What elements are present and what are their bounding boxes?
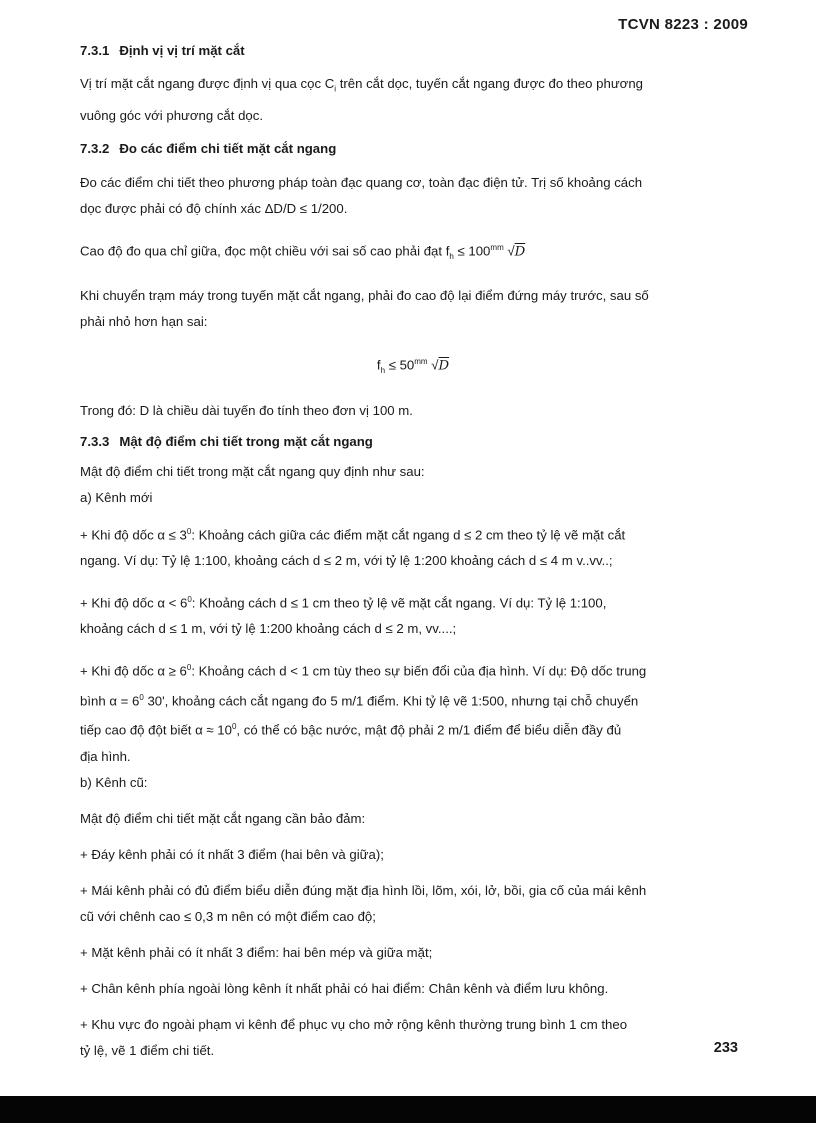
section-title: Mật độ điểm chi tiết trong mặt cắt ngang <box>119 433 373 449</box>
subscript: i <box>334 84 337 94</box>
superscript: 0 <box>186 526 192 536</box>
text: bình α = 6 <box>80 693 140 709</box>
text: , có thể có bậc nước, mật độ phải 2 m/1 điểm để biểu diễn đầy đủ <box>236 722 622 738</box>
text: + Khi độ dốc α ≤ 3 <box>80 527 187 543</box>
text: Đo các điểm chi tiết theo phương pháp toàn đạc quang cơ, toàn đạc điện tử. Trị số khoảng cách <box>80 174 643 190</box>
bullet-canal-bottom: + Đáy kênh phải có ít nhất 3 điểm (hai bên và giữa); <box>80 846 384 862</box>
superscript: 0 <box>186 663 192 673</box>
text: + Mái kênh phải có đủ điểm biểu diễn đúng mặt địa hình lồi, lõm, xói, lở, bồi, gia cố của mái kênh <box>80 882 647 898</box>
text: trên cắt dọc, tuyến cắt ngang được đo theo phương <box>336 76 643 91</box>
text: Vị trí mặt cắt ngang được định vị qua cọc C <box>80 76 335 91</box>
standard-code: TCVN 8223 : 2009 <box>618 16 748 33</box>
variable: D <box>514 244 526 260</box>
text: + Khi độ dốc α ≥ 6 <box>80 663 187 679</box>
text: tiếp cao độ đột biết α ≈ 10 <box>80 722 232 738</box>
subscript: h <box>380 365 386 375</box>
text: vuông góc với phương cắt dọc. <box>80 107 264 123</box>
paragraph-where: Trong đó: D là chiều dài tuyến đo tính theo đơn vị 100 m. <box>80 402 413 418</box>
section-number: 7.3.1 <box>80 43 110 58</box>
text: : Khoảng cách d < 1 cm tùy theo sự biến đổi của địa hình. Ví dụ: Độ dốc trung <box>191 663 647 679</box>
text: tỷ lệ, vẽ 1 điểm chi tiết. <box>80 1042 215 1058</box>
text: f <box>376 357 381 373</box>
list-label-old-canal: b) Kênh cũ: <box>80 774 148 790</box>
text: 30', khoảng cách cắt ngang đo 5 m/1 điểm. Khi tỷ lệ vẽ 1:500, nhưng tại chỗ chuyển <box>143 693 639 709</box>
text: ≤ 100 <box>453 243 491 259</box>
section-title: Định vị vị trí mặt cắt <box>119 43 245 58</box>
page-content <box>80 42 746 1064</box>
sqrt-symbol: √ <box>507 243 515 259</box>
section-heading-7-3-2 <box>80 141 746 156</box>
section-title: Đo các điểm chi tiết mặt cắt ngang <box>119 140 337 156</box>
text: ≤ 50 <box>385 357 415 373</box>
text: : Khoảng cách giữa các điểm mặt cắt ngang d ≤ 2 cm theo tỷ lệ vẽ mặt cắt <box>191 527 626 543</box>
superscript: 0 <box>187 595 192 605</box>
section-number: 7.3.3 <box>80 433 110 449</box>
paragraph-old-canal-intro: Mật độ điểm chi tiết mặt cắt ngang cần bảo đảm: <box>80 810 366 826</box>
bullet-slope-6-more <box>80 655 746 769</box>
bullet-canal-slope <box>80 878 746 930</box>
subscript: h <box>449 251 454 261</box>
text: + Khu vực đo ngoài phạm vi kênh để phục vụ cho mở rộng kênh thường trung bình 1 cm theo <box>80 1016 628 1032</box>
text: + Khi độ dốc α < 6 <box>80 595 188 611</box>
text: ngang. Ví dụ: Tỷ lệ 1:100, khoảng cách d ≤ 2 m, với tỷ lệ 1:200 khoảng cách d ≤ 4 m v..vv..; <box>80 553 613 569</box>
superscript: mm <box>414 356 428 366</box>
bullet-outer-area <box>80 1012 746 1064</box>
list-label-new-canal: a) Kênh mới <box>80 489 153 505</box>
section-number: 7.3.2 <box>80 140 110 156</box>
text: : Khoảng cách d ≤ 1 cm theo tỷ lệ vẽ mặt cắt ngang. Ví dụ: Tỷ lệ 1:100, <box>191 595 607 611</box>
paragraph-elevation <box>80 235 746 270</box>
text: địa hình. <box>80 748 131 764</box>
bullet-slope-6-less <box>80 587 746 642</box>
text: dọc được phải có độ chính xác ΔD/D ≤ 1/200. <box>80 200 348 216</box>
sqrt-symbol: √ <box>431 357 439 373</box>
formula-tolerance <box>80 349 746 384</box>
superscript: 0 <box>139 692 144 702</box>
superscript: 0 <box>231 722 237 732</box>
section-heading-7-3-1 <box>80 43 746 58</box>
paragraph-location <box>80 71 746 129</box>
paragraph-station <box>80 283 746 335</box>
superscript: mm <box>490 242 504 252</box>
bullet-canal-foot: + Chân kênh phía ngoài lòng kênh ít nhất phải có hai điểm: Chân kênh và điểm lưu không. <box>80 980 609 996</box>
text: Khi chuyển trạm máy trong tuyến mặt cắt ngang, phải đo cao độ lại điểm đứng máy trước, sau số <box>80 287 649 303</box>
variable: D <box>438 358 450 374</box>
scan-bottom-edge <box>0 1096 816 1123</box>
section-heading-7-3-3 <box>80 434 746 449</box>
paragraph-measure <box>80 170 746 222</box>
text: phải nhỏ hơn hạn sai: <box>80 313 208 329</box>
text: khoảng cách d ≤ 1 m, với tỷ lệ 1:200 khoảng cách d ≤ 2 m, vv....; <box>80 621 457 637</box>
bullet-canal-surface: + Mặt kênh phải có ít nhất 3 điểm: hai bên mép và giữa mặt; <box>80 944 433 960</box>
page-number: 233 <box>713 1040 738 1056</box>
paragraph-density-intro: Mật độ điểm chi tiết trong mặt cắt ngang quy định như sau: <box>80 463 425 479</box>
text: cũ với chênh cao ≤ 0,3 m nên có một điểm cao độ; <box>80 908 376 924</box>
bullet-slope-3 <box>80 519 746 574</box>
text: Cao độ đo qua chỉ giữa, đọc một chiều với sai số cao phải đạt f <box>80 243 450 259</box>
